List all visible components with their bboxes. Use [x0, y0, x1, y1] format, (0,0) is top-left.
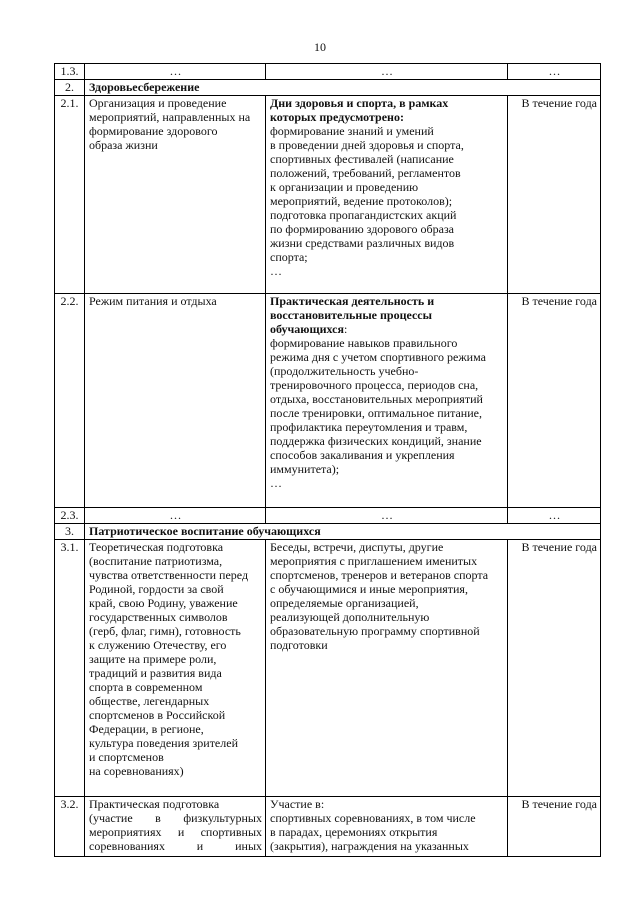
- event-term: В течение года: [508, 294, 601, 508]
- content-heading: восстановительные процессы: [270, 308, 433, 322]
- text-line: Режим питания и отдыха: [89, 294, 217, 308]
- text-line: государственных символов: [89, 610, 228, 624]
- text-line: мероприятиях и спортивных: [89, 825, 262, 839]
- text-line: спортивных соревнованиях, в том числе: [270, 811, 476, 825]
- row-number: 2.3.: [55, 508, 85, 524]
- ellipsis-cell: …: [508, 508, 601, 524]
- text-line: мероприятия с приглашением именитых: [270, 554, 478, 568]
- text-line: (продолжительность учебно-: [270, 364, 419, 378]
- row-number: 1.3.: [55, 64, 85, 80]
- text-line: культура поведения зрителей: [89, 736, 238, 750]
- ellipsis-cell: …: [508, 64, 601, 80]
- event-name: [85, 540, 266, 797]
- text-line: спортсменов, тренеров и ветеранов спорта: [270, 568, 489, 582]
- heading-colon: :: [344, 322, 348, 336]
- text-line: защите на примере роли,: [89, 652, 217, 666]
- event-term: В течение года: [508, 96, 601, 294]
- text-line: образовательную программу спортивной: [270, 624, 480, 638]
- text-line: реализующей дополнительную: [270, 610, 430, 624]
- text-line: Федерации, в регионе,: [89, 722, 204, 736]
- text-line: тренировочного процесса, периодов сна,: [270, 378, 479, 392]
- text-line: образа жизни: [89, 138, 158, 152]
- table-row: [55, 294, 601, 508]
- text-line: поддержка физических кондиций, знание: [270, 434, 482, 448]
- text-line: с обучающимися и иные мероприятия,: [270, 582, 468, 596]
- text-line: профилактика переутомления и травм,: [270, 420, 468, 434]
- section-number: 3.: [55, 524, 85, 540]
- table-row: [55, 508, 601, 524]
- text-line: в парадах, церемониях открытия: [270, 825, 438, 839]
- event-content: [266, 797, 508, 857]
- row-number: 2.2.: [55, 294, 85, 508]
- text-line: и спортсменов: [89, 750, 164, 764]
- text-line: (герб, флаг, гимн), готовность: [89, 624, 241, 638]
- text-line: формирование знаний и умений: [270, 124, 434, 138]
- plan-table: [54, 63, 601, 857]
- content-heading: которых предусмотрено:: [270, 110, 404, 124]
- text-line: (закрытия), награждения на указанных: [270, 839, 469, 853]
- ellipsis-cell: …: [85, 508, 266, 524]
- text-line: подготовки: [270, 638, 328, 652]
- text-line: традиций и развития вида: [89, 666, 222, 680]
- text-line: после тренировки, оптимальное питание,: [270, 406, 482, 420]
- text-line: подготовка пропагандистских акций: [270, 208, 457, 222]
- text-line: Участие в:: [270, 797, 325, 811]
- text-line: на соревнованиях): [89, 764, 184, 778]
- event-name: [85, 294, 266, 508]
- page-number: 10: [314, 40, 326, 54]
- section-row: [55, 524, 601, 540]
- text-line: спорта в современном: [89, 680, 203, 694]
- text-line: отдыха, восстановительных мероприятий: [270, 392, 483, 406]
- text-line: спорта;: [270, 250, 308, 264]
- event-name: [85, 797, 266, 857]
- text-line: …: [270, 264, 282, 278]
- text-line: Родиной, гордости за свой: [89, 582, 224, 596]
- text-line: Теоретическая подготовка: [89, 540, 224, 554]
- text-line: способов закаливания и укрепления: [270, 448, 455, 462]
- content-heading-line: [270, 322, 504, 336]
- text-line: определяемые организацией,: [270, 596, 419, 610]
- event-name: [85, 96, 266, 294]
- section-title: Здоровьесбережение: [85, 80, 601, 96]
- text-line: обществе, легендарных: [89, 694, 210, 708]
- table-row: [55, 64, 601, 80]
- text-line: формирование навыков правильного: [270, 336, 458, 350]
- table-row: [55, 96, 601, 294]
- ellipsis-cell: …: [266, 64, 508, 80]
- text-line: Организация и проведение: [89, 96, 227, 110]
- row-number: 2.1.: [55, 96, 85, 294]
- table-row: [55, 797, 601, 857]
- text-line: (участие в физкультурных: [89, 811, 262, 825]
- text-line: иммунитета);: [270, 462, 340, 476]
- section-number: 2.: [55, 80, 85, 96]
- text-line: формирование здорового: [89, 124, 218, 138]
- content-heading: обучающихся: [270, 322, 344, 336]
- text-line: режима дня с учетом спортивного режима: [270, 350, 486, 364]
- text-line: в проведении дней здоровья и спорта,: [270, 138, 464, 152]
- text-line: по формированию здорового образа: [270, 222, 455, 236]
- section-title: Патриотическое воспитание обучающихся: [85, 524, 601, 540]
- text-line: к служению Отечеству, его: [89, 638, 227, 652]
- event-term: В течение года: [508, 540, 601, 797]
- section-row: [55, 80, 601, 96]
- text-line: …: [270, 476, 282, 490]
- text-line: жизни средствами различных видов: [270, 236, 455, 250]
- event-content: [266, 294, 508, 508]
- text-line: к организации и проведению: [270, 180, 419, 194]
- content-heading: Дни здоровья и спорта, в рамках: [270, 96, 449, 110]
- text-line: Практическая подготовка: [89, 797, 220, 811]
- event-content: [266, 96, 508, 294]
- ellipsis-cell: …: [266, 508, 508, 524]
- ellipsis-cell: …: [85, 64, 266, 80]
- text-line: мероприятий, направленных на: [89, 110, 251, 124]
- text-line: спортивных фестивалей (написание: [270, 152, 454, 166]
- content-heading: Практическая деятельность и: [270, 294, 435, 308]
- text-line: край, свою Родину, уважение: [89, 596, 238, 610]
- event-content: [266, 540, 508, 797]
- event-term: В течение года: [508, 797, 601, 857]
- row-number: 3.2.: [55, 797, 85, 857]
- text-line: мероприятий, ведение протоколов);: [270, 194, 453, 208]
- text-line: спортсменов в Российской: [89, 708, 226, 722]
- text-line: чувства ответственности перед: [89, 568, 249, 582]
- text-line: (воспитание патриотизма,: [89, 554, 223, 568]
- table-row: [55, 540, 601, 797]
- text-line: Беседы, встречи, диспуты, другие: [270, 540, 444, 554]
- text-line: положений, требований, регламентов: [270, 166, 461, 180]
- text-line: соревнованиях и иных: [89, 839, 262, 853]
- row-number: 3.1.: [55, 540, 85, 797]
